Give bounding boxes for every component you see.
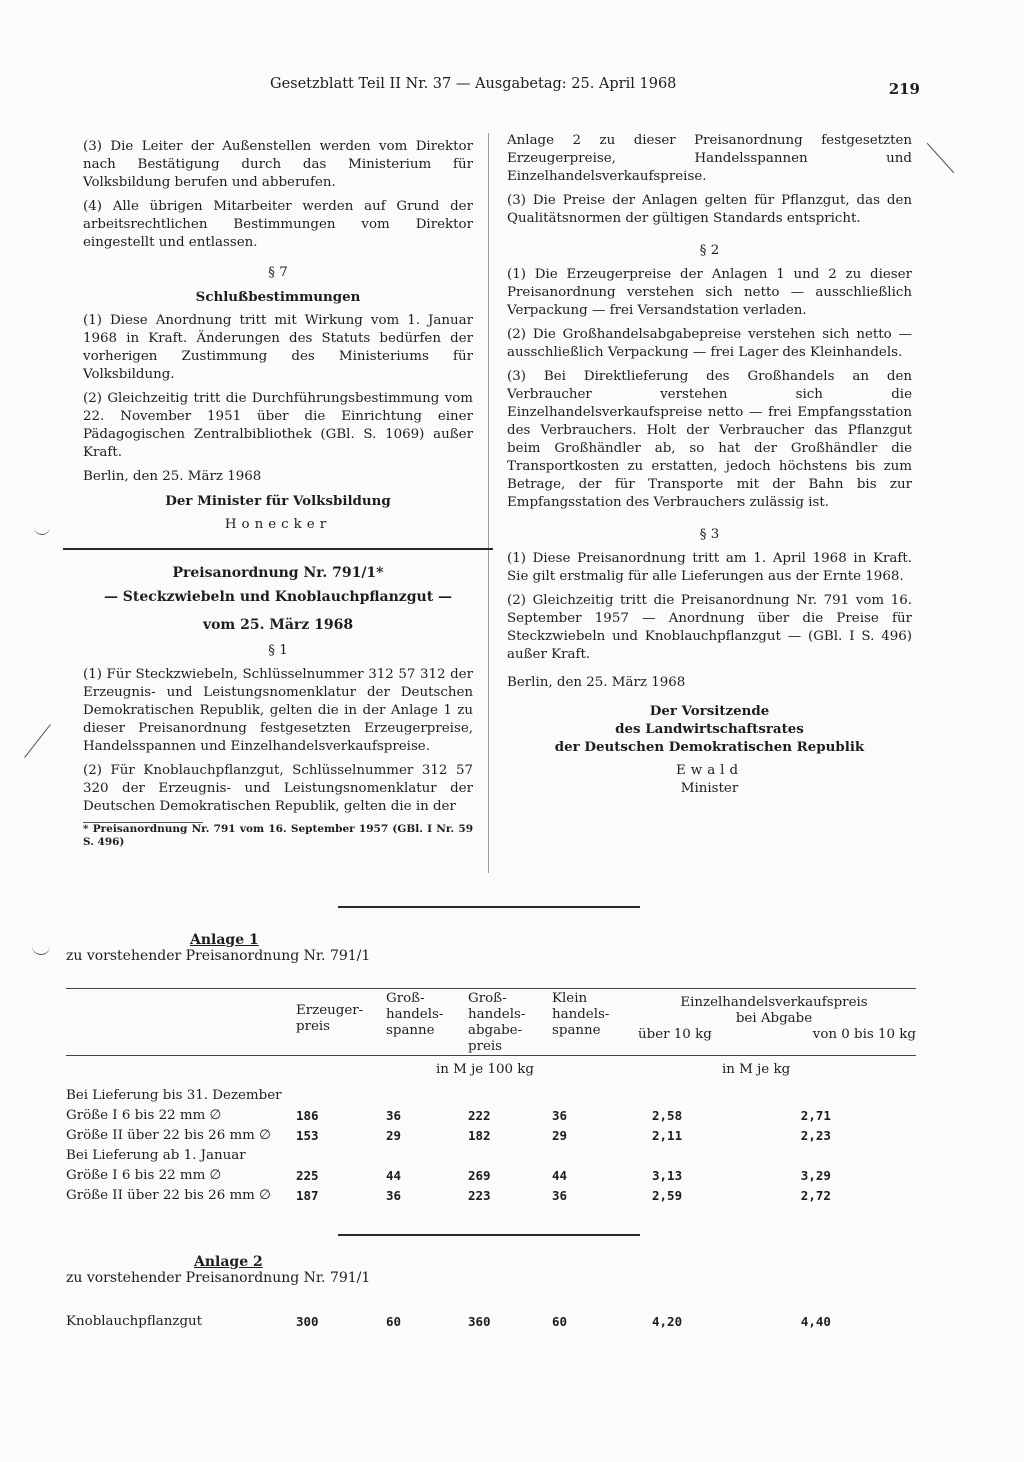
- paragraph: (3) Bei Direktlieferung des Großhandels an den Verbraucher verstehen sich die Einzelhandelsverkaufspreise netto — frei Empfangsstation des Verbrauchers. Holt der Verbraucher das Pflanzgut beim Großhändler ab, so hat der Großhändler die Transportkosten zu erstatten, jedoch höchstens bis zum Betrage, der für Transporte mit der Bahn bis zur Empfangsstation des Verbrauchers zulässig ist.: [507, 369, 912, 510]
- cell: 3,13: [652, 1168, 683, 1183]
- paragraph: (2) Gleichzeitig tritt die Preisanordnung Nr. 791 vom 16. September 1957 — Anordnung über die Preise für Steckzwiebeln und Knoblauchpflanzgut — (GBl. I S. 496) außer Kraft.: [507, 593, 912, 662]
- signer-name: Honecker: [224, 517, 332, 532]
- cell: 36: [386, 1188, 402, 1203]
- margin-mark: [32, 940, 50, 955]
- paragraph: (2) Gleichzeitig tritt die Durchführungsbestimmung vom 22. November 1951 über die Einrichtung einer Pädagogischen Zentralbibliothek (GBl. S. 1069) außer Kraft.: [83, 391, 473, 460]
- paragraph: (4) Alle übrigen Mitarbeiter werden auf Grund der arbeitsrechtlichen Bestimmungen vom Direktor eingestellt und entlassen.: [83, 199, 473, 250]
- section-rule: [63, 548, 493, 550]
- cell: 36: [552, 1188, 568, 1203]
- anlage2-title: Anlage 2: [194, 1254, 263, 1270]
- row-label: Größe II über 22 bis 26 mm ∅: [66, 1188, 271, 1203]
- paragraph: (1) Diese Preisanordnung tritt am 1. April 1968 in Kraft. Sie gilt erstmalig für alle Lieferungen aus der Ernte 1968.: [507, 551, 912, 584]
- signer-line: der Deutschen Demokratischen Republik: [554, 739, 865, 755]
- cell: 4,20: [652, 1314, 683, 1329]
- signer-line: des Landwirtschaftsrates: [615, 721, 804, 737]
- page-header: [270, 76, 920, 98]
- row-label: Größe II über 22 bis 26 mm ∅: [66, 1128, 271, 1143]
- margin-mark: [34, 520, 50, 535]
- header-title: Gesetzblatt Teil II Nr. 37 — Ausgabetag: 25. April 1968: [270, 76, 677, 92]
- ordinance-date: vom 25. März 1968: [202, 617, 354, 633]
- col-ueber: über 10 kg: [638, 1027, 712, 1042]
- col-gross-spanne: Groß- handels- spanne: [386, 991, 444, 1038]
- col-gross-abgabe: Groß- handels- abgabe- preis: [468, 991, 526, 1054]
- group-label: Bei Lieferung bis 31. Dezember: [66, 1088, 282, 1103]
- paragraph: Anlage 2 zu dieser Preisanordnung festgesetzten Erzeugerpreise, Handelsspannen und Einzelhandelsverkaufspreise.: [507, 133, 912, 184]
- margin-mark: [24, 724, 51, 758]
- page-number: 219: [888, 80, 920, 98]
- cell: 153: [296, 1128, 319, 1143]
- paragraph: (2) Für Knoblauchpflanzgut, Schlüsselnummer 312 57 320 der Erzeugnis- und Leistungsnomenklatur der Deutschen Demokratischen Republik, gelten die in der: [83, 763, 473, 814]
- cell: 2,71: [800, 1108, 831, 1123]
- paragraph: (3) Die Leiter der Außenstellen werden vom Direktor nach Bestätigung durch das Ministerium für Volksbildung berufen und abberufen.: [83, 139, 473, 190]
- signer-title: Der Minister für Volksbildung: [165, 493, 391, 509]
- section-number: § 2: [699, 243, 720, 258]
- cell: 29: [386, 1128, 402, 1143]
- column-divider: [488, 133, 489, 873]
- anlage2-table: [66, 1314, 916, 1334]
- cell: 29: [552, 1128, 568, 1143]
- anlage2-heading: [66, 1254, 486, 1286]
- cell: 2,11: [652, 1128, 683, 1143]
- cell: 2,59: [652, 1188, 683, 1203]
- section-rule: [338, 906, 640, 908]
- paragraph: (1) Die Erzeugerpreise der Anlagen 1 und 2 zu dieser Preisanordnung verstehen sich netto — ausschließlich Verpackung — frei Versandstation verladen.: [507, 267, 912, 318]
- section-number: § 1: [268, 643, 288, 658]
- row-label: Knoblauchpflanzgut: [66, 1314, 203, 1329]
- group-row: [66, 1082, 916, 1108]
- place-date: Berlin, den 25. März 1968: [507, 675, 686, 690]
- cell: 60: [552, 1314, 568, 1329]
- table-row: [66, 1168, 916, 1188]
- table-row: [66, 1188, 916, 1208]
- cell: 222: [468, 1108, 491, 1123]
- cell: 4,40: [800, 1314, 831, 1329]
- table-row: [66, 1128, 916, 1148]
- cell: 44: [552, 1168, 568, 1183]
- signer-name: Ewald: [675, 763, 744, 778]
- signer-role: Minister: [680, 781, 739, 796]
- section-title: Schlußbestimmungen: [195, 289, 361, 305]
- cell: 2,58: [652, 1108, 683, 1123]
- row-label: Größe I 6 bis 22 mm ∅: [66, 1168, 222, 1183]
- cell: 182: [468, 1128, 491, 1143]
- table-header-row: [66, 989, 916, 1056]
- ordinance-subtitle: — Steckzwiebeln und Knoblauchpflanzgut —: [103, 589, 453, 605]
- paragraph: (1) Diese Anordnung tritt mit Wirkung vom 1. Januar 1968 in Kraft. Änderungen des Statuts bedürfen der vorherigen Zustimmung des Ministeriums für Volksbildung.: [83, 313, 473, 382]
- paragraph: (1) Für Steckzwiebeln, Schlüsselnummer 312 57 312 der Erzeugnis- und Leistungsnomenklatur der Deutschen Demokratischen Republik, gelten die in der Anlage 1 zu dieser Preisanordnung festgesetzten Erzeugerpreise, Handelsspannen und Einzelhandelsverkaufspreise.: [83, 667, 473, 754]
- anlage1-title: Anlage 1: [190, 932, 259, 948]
- cell: 187: [296, 1188, 319, 1203]
- cell: 36: [552, 1108, 568, 1123]
- cell: 300: [296, 1314, 319, 1329]
- cell: 223: [468, 1188, 491, 1203]
- left-column: [83, 138, 473, 855]
- place-date: Berlin, den 25. März 1968: [83, 469, 262, 484]
- table-row: [66, 1314, 916, 1334]
- row-label: Größe I 6 bis 22 mm ∅: [66, 1108, 222, 1123]
- anlage1-heading: [66, 932, 486, 964]
- table-row: [66, 1108, 916, 1128]
- cell: 36: [386, 1108, 402, 1123]
- cell: 186: [296, 1108, 319, 1123]
- col-erzeuger: Erzeuger- preis: [296, 1003, 364, 1034]
- cell: 44: [386, 1168, 402, 1183]
- anlage2-subtitle: zu vorstehender Preisanordnung Nr. 791/1: [66, 1270, 371, 1286]
- paragraph: (3) Die Preise der Anlagen gelten für Pflanzgut, das den Qualitätsnormen der gültigen Standards entspricht.: [507, 193, 912, 226]
- group-row: [66, 1148, 916, 1168]
- signer-line: Der Vorsitzende: [649, 703, 770, 719]
- margin-mark: [927, 143, 955, 173]
- section-number: § 7: [268, 265, 288, 280]
- col-ezh-sub: [632, 1027, 916, 1043]
- footnote: * Preisanordnung Nr. 791 vom 16. September 1957 (GBl. I Nr. 59 S. 496): [83, 823, 473, 848]
- section-number: § 3: [699, 527, 720, 542]
- unit-label: in M je kg: [722, 1062, 791, 1077]
- anlage1-table: [66, 988, 916, 1208]
- col-einzelhandel: [632, 989, 916, 1056]
- right-column: [507, 132, 912, 798]
- unit-label: in M je 100 kg: [436, 1062, 534, 1077]
- col-klein: Klein handels- spanne: [552, 991, 610, 1038]
- cell: 225: [296, 1168, 319, 1183]
- ordinance-title: Preisanordnung Nr. 791/1*: [172, 565, 384, 581]
- group-label: Bei Lieferung ab 1. Januar: [66, 1148, 246, 1163]
- cell: 2,23: [800, 1128, 831, 1143]
- col-bis: von 0 bis 10 kg: [812, 1027, 916, 1042]
- section-rule: [338, 1234, 640, 1236]
- unit-row: [66, 1056, 916, 1083]
- cell: 360: [468, 1314, 491, 1329]
- anlage1-subtitle: zu vorstehender Preisanordnung Nr. 791/1: [66, 948, 371, 964]
- cell: 269: [468, 1168, 491, 1183]
- cell: 2,72: [800, 1188, 831, 1203]
- cell: 3,29: [800, 1168, 831, 1183]
- cell: 60: [386, 1314, 402, 1329]
- paragraph: (2) Die Großhandelsabgabepreise verstehen sich netto — ausschließlich Verpackung — frei Lager des Kleinhandels.: [507, 327, 912, 360]
- col-ezh-title: Einzelhandelsverkaufspreis bei Abgabe: [680, 995, 868, 1026]
